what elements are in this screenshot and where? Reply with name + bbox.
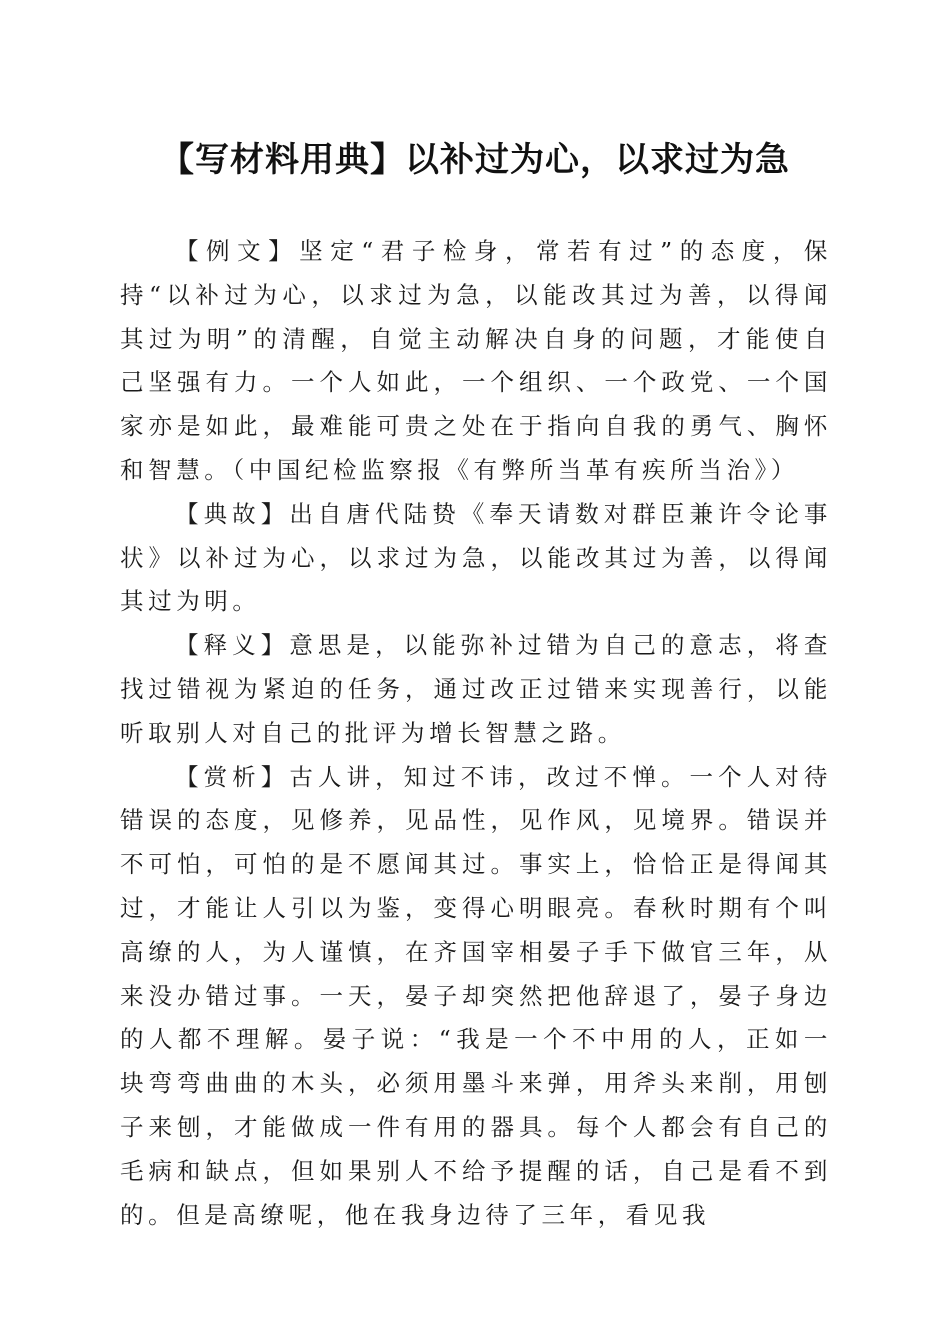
- document-body: [120, 230, 832, 1237]
- paragraph-example: 【例文】坚定“君子检身，常若有过”的态度，保持“以补过为心，以求过为急，以能改其过为善，以得闻其过为明”的清醒，自觉主动解决自身的问题，才能使自己坚强有力。一个人如此，一个组织、一个政党、一个国家亦是如此，最难能可贵之处在于指向自我的勇气、胸怀和智慧。（中国纪检监察报《有弊所当革有疾所当治》）: [120, 237, 832, 484]
- paragraph-appreciation: 【赏析】古人讲，知过不讳，改过不惮。一个人对待错误的态度，见修养，见品性，见作风，见境界。错误并不可怕，可怕的是不愿闻其过。事实上，恰恰正是得闻其过，才能让人引以为鉴，变得心明眼亮。春秋时期有个叫高缭的人，为人谨慎，在齐国宰相晏子手下做官三年，从来没办错过事。一天，晏子却突然把他辞退了，晏子身边的人都不理解。晏子说：“我是一个不中用的人，正如一块弯弯曲曲的木头，必须用墨斗来弹，用斧头来削，用刨子来刨，才能做成一件有用的器具。每个人都会有自己的毛病和缺点，但如果别人不给予提醒的话，自己是看不到的。但是高缭呢，他在我身边待了三年，看见我: [120, 762, 832, 1229]
- paragraph-allusion: 【典故】出自唐代陆贽《奉天请数对群臣兼许令论事状》以补过为心，以求过为急，以能改其过为善，以得闻其过为明。: [120, 499, 832, 616]
- paragraph-interpretation: 【释义】意思是，以能弥补过错为自己的意志，将查找过错视为紧迫的任务，通过改正过错来实现善行，以能听取别人对自己的批评为增长智慧之路。: [120, 631, 832, 747]
- document-title: 【写材料用典】以补过为心，以求过为急: [160, 140, 790, 180]
